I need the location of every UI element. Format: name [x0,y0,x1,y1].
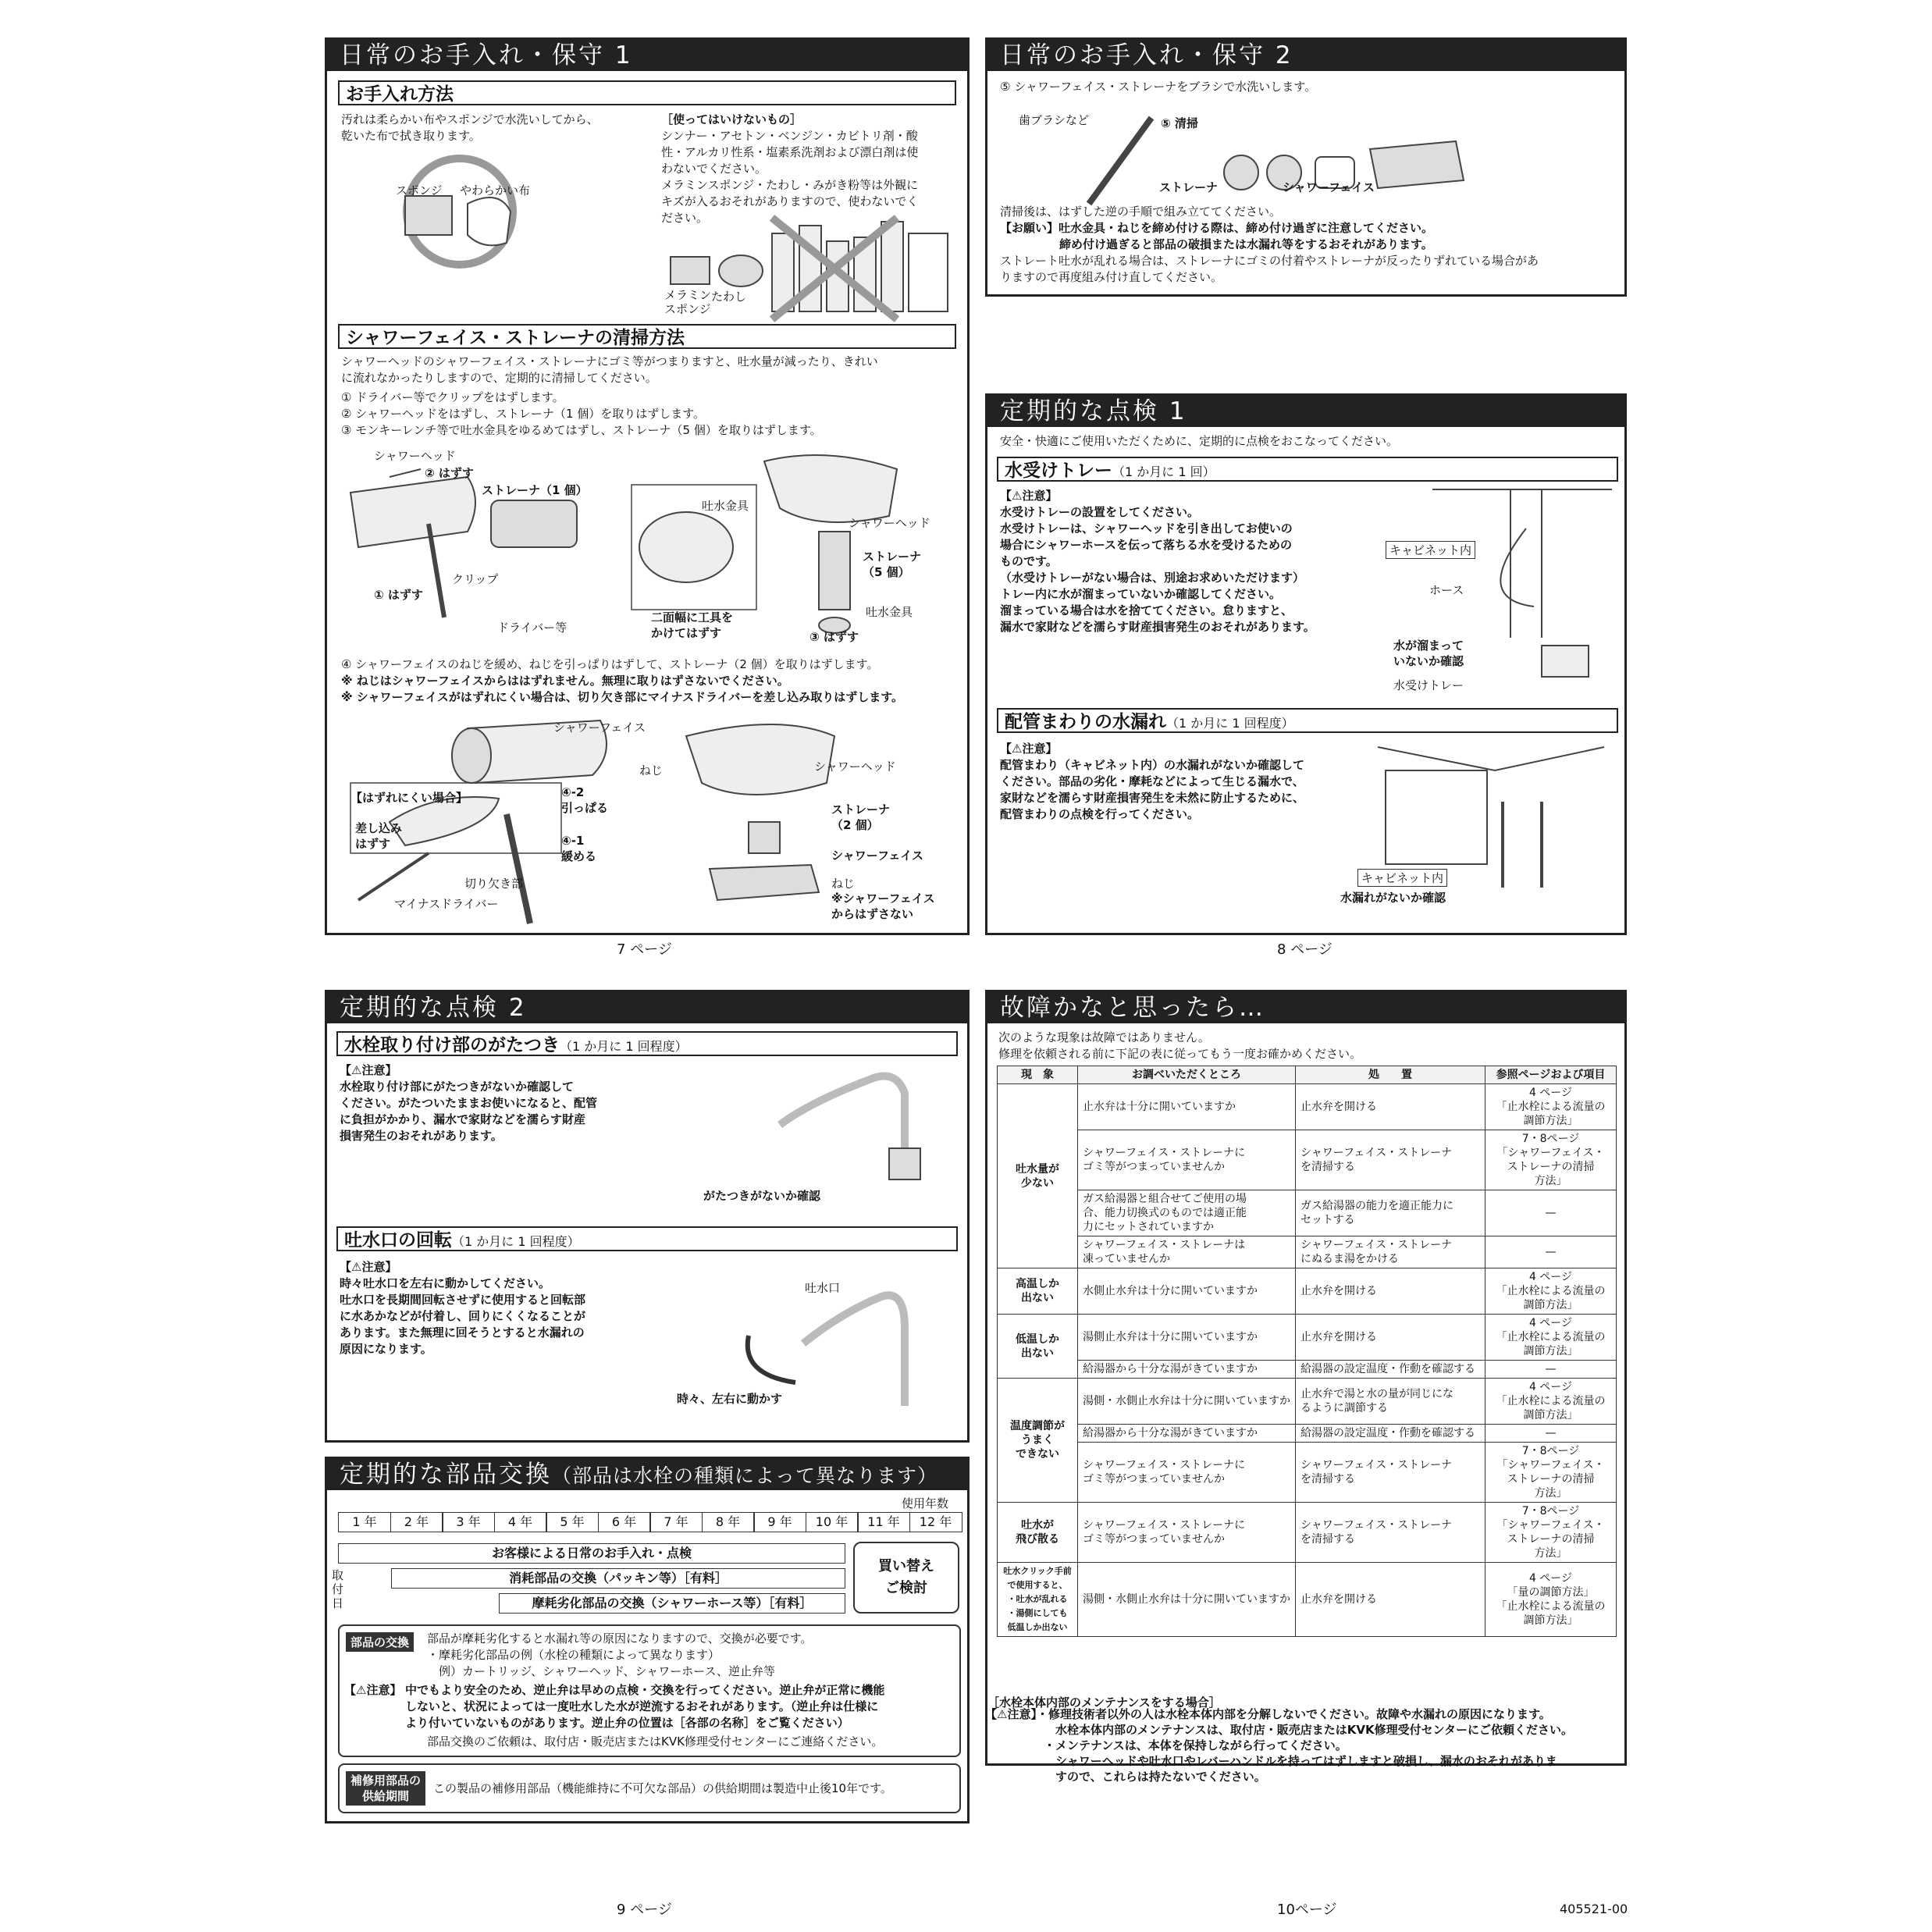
label-shower-face: シャワーフェイス [1283,180,1375,194]
cell-action: シャワーフェイス・ストレーナ を清掃する [1296,1443,1485,1503]
cell-check: シャワーフェイス・ストレーナに ゴミ等がつまっていませんか [1078,1130,1296,1190]
label-sponge: スポンジ [396,183,443,197]
cleaning-steps: ① ドライバー等でクリップをはずします。 ② シャワーヘッドをはずし、ストレーナ（1 個）を取りはずします。 ③ モンキーレンチ等で吐水金具をゆるめてはずし、ストレーナ（5 個）を取りはずします。 [341,390,822,437]
label-shower-head: シャワーヘッド [374,449,456,463]
caution-check-valve: 【⚠注意】 [344,1683,402,1697]
label-screw-2: ねじ [831,877,856,891]
bar-consumable-parts: 消耗部品の交換（パッキン等）［有料］ [391,1568,845,1589]
years-label: 使用年数 [902,1496,949,1510]
year-cell: 5 年 [546,1512,599,1532]
reassemble-text: 清掃後は、はずした逆の手順で組み立ててください。 [1000,205,1282,219]
table-row [998,1315,1617,1361]
label-notch: 切り欠き部 [464,877,524,891]
replace-consider-box: 買い替え ご検討 [853,1542,959,1614]
section-pipe-leak [997,708,1618,733]
cell-check: シャワーフェイス・ストレーナに ゴミ等がつまっていませんか [1078,1503,1296,1563]
panel-title-sub: （部品は水栓の種類によって異なります） [552,1464,938,1487]
label-step1-remove: ① はずす [374,588,423,602]
panel-parts-replacement [325,1457,970,1823]
straight-flow-note: ストレート吐水が乱れる場合は、ストレーナにゴミの付着やストレーナが反ったりずれている場合があ りますので再度組み付け直してください。 [1000,254,1539,284]
label-shower-face: シャワーフェイス [553,720,646,735]
step5-text: ⑤ シャワーフェイス・ストレーナをブラシで水洗いします。 [1000,80,1317,94]
cell-action: 給湯器の設定温度・作動を確認する [1296,1425,1485,1443]
pipe-text: 配管まわり（キャビネット内）の水漏れがないか確認して ください。部品の劣化・摩耗などによって生じる漏水で、 家財などを濡らす財産損害発生を未然に防止するために、 配管まわりの点検を行ってください。 [1000,758,1305,821]
cell-check: シャワーフェイス・ストレーナは 凍っていませんか [1078,1236,1296,1268]
label-step2-remove: ② はずす [425,466,474,480]
year-cell: 9 年 [753,1512,806,1532]
panel-title-main: 定期的な部品交換 [340,1461,552,1489]
cell-reference: 4 ページ 「止水栓による流量の 調節方法」 [1485,1084,1617,1130]
cell-check: 給湯器から十分な湯がきていますか [1078,1361,1296,1379]
cell-symptom: 吐水量が 少ない [998,1084,1078,1268]
label-hose: ホース [1429,583,1464,597]
section-water-tray-freq: （1 か月に 1 回） [1112,464,1215,479]
label-melamine: メラミン スポンジ [664,288,712,316]
label-cabinet-inside: キャビネット内 [1386,541,1475,559]
cell-action: シャワーフェイス・ストレーナ にぬるま湯をかける [1296,1236,1485,1268]
label-wobble-check: がたつきがないか確認 [703,1189,821,1203]
cell-check: 湯側・水側止水弁は十分に開いていますか [1078,1379,1296,1425]
panel-title: 日常のお手入れ・保守 2 [987,40,1624,71]
section-water-tray-title: 水受けトレー [1005,461,1112,481]
table-row [998,1361,1617,1379]
cell-symptom: 低温しか 出ない [998,1315,1078,1379]
cell-reference: 4 ページ 「止水栓による流量の 調節方法」 [1485,1315,1617,1361]
label-shower-head-2: シャワーヘッド [849,516,930,530]
section-spout-rotation [336,1226,958,1251]
section-mount-wobble-title: 水栓取り付け部のがたつき [344,1035,560,1055]
cell-action: ガス給湯器の能力を適正能力に セットする [1296,1190,1485,1236]
section-pipe-leak-title: 配管まわりの水漏れ [1005,712,1166,732]
prohibited-heading: ［使ってはいけないもの］ [661,112,802,126]
spout-rotation-illustration [733,1281,936,1406]
cell-reference: 4 ページ 「止水栓による流量の 調節方法」 [1485,1379,1617,1425]
cell-reference: 7・8ページ 「シャワーフェイス・ ストレーナの清掃 方法」 [1485,1503,1617,1563]
parts-replacement-box [338,1624,961,1757]
table-row [998,1236,1617,1268]
caution-pipe: 【⚠注意】 [1000,742,1058,756]
cell-check: ガス給湯器と組合せてご使用の場 合、能力切換式のものでは適正能 力にセットされていますか [1078,1190,1296,1236]
panel-title: 定期的な点検 1 [987,396,1624,427]
label-outlet-fitting: 吐水金具 [702,499,749,513]
check-valve-text: 中でもより安全のため、逆止弁は早めの点検・交換を行ってください。逆止弁が正常に機能 しないと、状況によっては一度吐水した水が逆流するおそれがあります。（逆止弁は仕様に より付いていないものがあります。逆止弁の位置は［各部の名称］をご覧ください） [405,1683,885,1730]
caution-spout: 【⚠注意】 [340,1260,397,1274]
col-reference: 参照ページおよび項目 [1485,1066,1617,1084]
year-cell: 3 年 [442,1512,495,1532]
year-cell: 12 年 [909,1512,962,1532]
request-text: 【お願い】吐水金具・ねじを締め付ける際は、締め付け過ぎに注意してください。 [1000,221,1434,235]
section-care-method: お手入れ方法 [338,80,956,105]
troubleshooting-intro: 次のような現象は故障ではありません。 修理を依頼される前に下記の表に従ってもう一度お確かめください。 [998,1030,1362,1061]
table-row [998,1425,1617,1443]
cell-action: 止水弁を開ける [1296,1084,1485,1130]
page-number-7: 7 ページ [617,941,672,958]
contact-text: 部品交換のご依頼は、取付店・販売店またはKVK修理受付センターにご連絡ください。 [427,1735,884,1749]
label-loosen: ④-1 緩める [561,834,597,863]
panel-daily-care-2 [985,37,1627,297]
cell-symptom: 高温しか 出ない [998,1268,1078,1315]
page-number-10: 10ページ [1277,1902,1337,1918]
cell-symptom: 吐水が 飛び散る [998,1503,1078,1563]
panel-periodic-check-1 [985,393,1627,935]
label-spout: 吐水口 [805,1281,841,1295]
section-spout-rotation-freq: （1 か月に 1 回程度） [452,1234,580,1249]
parts-replacement-text: 部品が摩耗劣化すると水漏れ等の原因になりますので、交換が必要です。 ・摩耗劣化部品の例（水栓の種類によって異なります） 例）カートリッジ、シャワーヘッド、シャワーホース、逆止弁等 [427,1631,813,1678]
tag-supply-period: 補修用部品の 供給期間 [346,1771,425,1806]
cell-check: 水側止水弁は十分に開いていますか [1078,1268,1296,1315]
label-water-tray: 水受けトレー [1393,678,1464,692]
cell-action: 給湯器の設定温度・作動を確認する [1296,1361,1485,1379]
label-insert-remove: 差し込み はずす [355,821,403,851]
year-cell: 1 年 [338,1512,391,1532]
cell-reference: 7・8ページ 「シャワーフェイス・ ストレーナの清掃 方法」 [1485,1130,1617,1190]
table-row [998,1379,1617,1425]
caution-mount: 【⚠注意】 [340,1063,397,1077]
section-mount-wobble-freq: （1 か月に 1 回程度） [560,1039,688,1054]
prohibited-text: シンナー・アセトン・ベンジン・カビトリ剤・酸 性・アルカリ性系・塩素系洗剤および漂白剤は使 わないでください。 メラミンスポンジ・たわし・みがき粉等は外観に キズが入るおそれがありますので、使わないでく ださい。 [661,129,919,225]
label-cabinet-inside-2: キャビネット内 [1357,869,1447,887]
year-cell: 8 年 [702,1512,755,1532]
cell-action: 止水弁で湯と水の量が同じにな るように調節する [1296,1379,1485,1425]
label-water-check: 水が溜まって いないか確認 [1393,639,1464,668]
cell-check: 止水弁は十分に開いていますか [1078,1084,1296,1130]
brush-cleaning-illustration [1066,102,1471,212]
cell-reference: — [1485,1236,1617,1268]
section-face-strainer-cleaning: シャワーフェイス・ストレーナの清掃方法 [338,324,956,349]
col-action: 処 置 [1296,1066,1485,1084]
cleaning-intro: シャワーヘッドのシャワーフェイス・ストレーナにゴミ等がつまりますと、吐水量が減ったり、きれい に流れなかったりしますので、定期的に清掃してください。 [341,354,878,385]
label-hard-case: 【はずれにくい場合】 [350,791,468,805]
cell-reference: 4 ページ 「量の調節方法」 「止水栓による流量の 調節方法」 [1485,1563,1617,1637]
panel-title [327,1459,967,1490]
care-method-text: 汚れは柔らかい布やスポンジで水洗いしてから、 乾いた布で拭き取ります。 [341,112,599,143]
panel-title: 定期的な点検 2 [327,992,967,1023]
sponge-cloth-illustration [382,157,538,282]
section-spout-rotation-title: 吐水口の回転 [344,1230,452,1251]
table-row [998,1190,1617,1236]
cell-check: シャワーフェイス・ストレーナに ゴミ等がつまっていませんか [1078,1443,1296,1503]
cell-check: 給湯器から十分な湯がきていますか [1078,1425,1296,1443]
table-row [998,1503,1617,1563]
cell-action: シャワーフェイス・ストレーナ を清掃する [1296,1130,1485,1190]
label-minus-driver: マイナスドライバー [394,897,499,911]
panel-troubleshooting [985,990,1627,1766]
label-strainer-2: ストレーナ （2 個） [831,802,891,832]
cell-action: 止水弁を開ける [1296,1315,1485,1361]
maintenance-text: 【⚠注意】・修理技術者以外の人は水栓本体内部を分解しないでください。故障や水漏れの原因になります。 水栓本体内部のメンテナンスは、取付店・販売店またはKVK修理受付センターにご依頼ください。 ・メンテナンスは、本体を保持しながら行ってください。 シャワーヘッドや吐水口やレバーハンドルを持ってはずしますと破損し、漏水のおそれがありま すので、これらは持たないでください。 [985,1707,1574,1784]
year-cell: 2 年 [390,1512,443,1532]
table-row [998,1084,1617,1130]
spout-text: 時々吐水口を左右に動かしてください。 吐水口を長期間回転させずに使用すると回転部 に水あかなどが付着し、回りにくくなることが あります。また無理に回そうとすると水漏れの 原因になります。 [340,1276,586,1356]
year-cell: 10 年 [806,1512,859,1532]
year-cell: 7 年 [649,1512,703,1532]
cell-check: 湯側・水側止水弁は十分に開いていますか [1078,1563,1296,1637]
cell-symptom: 吐水クリック手前 で使用すると、 ・吐水が乱れる ・湯側にしても 低温しか出ない [998,1563,1078,1637]
note-hard-removal: ※ シャワーフェイスがはずれにくい場合は、切り欠き部にマイナスドライバーを差し込み取りはずします。 [341,690,904,704]
section-mount-wobble [336,1031,958,1056]
col-symptom: 現 象 [998,1066,1078,1084]
label-pull: ④-2 引っぱる [561,785,609,815]
maintenance-heading: ［水栓本体内部のメンテナンスをする場合］ [987,1695,1221,1710]
label-install-date: 取 付 日 [332,1568,344,1610]
label-face-note: ※シャワーフェイス からはずさない [831,891,935,921]
label-soft-cloth: やわらかい布 [460,183,531,197]
cell-reference: — [1485,1361,1617,1379]
panel-title: 故障かなと思ったら… [987,992,1624,1023]
cell-reference: — [1485,1190,1617,1236]
label-strainer-5: ストレーナ （5 個） [863,550,922,579]
year-scale [338,1512,961,1532]
tag-parts-replacement: 部品の交換 [346,1632,414,1652]
panel-title: 日常のお手入れ・保守 1 [327,40,967,71]
section-pipe-leak-freq: （1 か月に 1 回程度） [1166,716,1294,731]
cell-check: 湯側止水弁は十分に開いていますか [1078,1315,1296,1361]
cell-reference: — [1485,1425,1617,1443]
label-tawashi: たわし [711,290,747,304]
label-clip: クリップ [452,572,499,586]
mount-text: 水栓取り付け部にがたつきがないか確認して ください。がたついたままお使いになると、配管 に負担がかかり、漏水で家財などを濡らす財産 損害発生のおそれがあります。 [340,1080,598,1143]
page-number-9: 9 ページ [617,1902,672,1918]
label-shower-face-2: シャワーフェイス [831,849,924,863]
label-screw: ねじ [639,763,664,777]
bar-daily-care: お客様による日常のお手入れ・点検 [338,1543,845,1564]
supply-period-box [338,1763,961,1813]
year-cell: 6 年 [598,1512,651,1532]
label-strainer-1: ストレーナ（1 個） [482,483,588,497]
label-tool-note: 二面幅に工具を かけてはずす [651,610,734,640]
panel-daily-care-1 [325,37,970,935]
label-step3-remove: ③ はずす [809,630,859,644]
year-cell: 11 年 [857,1512,910,1532]
cell-action: シャワーフェイス・ストレーナ を清掃する [1296,1503,1485,1563]
page-number-8: 8 ページ [1277,941,1332,958]
table-row [998,1443,1617,1503]
label-strainer: ストレーナ [1159,180,1219,194]
request-text-2: 締め付け過ぎると部品の破損または水漏れ等をするおそれがあります。 [1059,237,1433,251]
cell-action: 止水弁を開ける [1296,1563,1485,1637]
table-row [998,1130,1617,1190]
label-driver: ドライバー等 [497,621,568,635]
cell-reference: 4 ページ 「止水栓による流量の 調節方法」 [1485,1268,1617,1315]
cell-symptom: 温度調節が うまく できない [998,1379,1078,1503]
label-outlet-fitting-2: 吐水金具 [866,605,913,619]
troubleshooting-table [997,1066,1617,1637]
cell-action: 止水弁を開ける [1296,1268,1485,1315]
tray-text: 水受けトレーの設置をしてください。 水受けトレーは、シャワーヘッドを引き出してお使いの 場合にシャワーホースを伝って落ちる水を受けるための ものです。 （水受けトレーがない場合は、別途お求めいただけます） トレー内に水が溜まっていないか確認してください。 溜まっている場合は水を捨ててください。怠りますと、 漏水で家財などを濡らす財産損害発生のおそれがあります。 [1000,505,1315,634]
section-water-tray [997,457,1618,482]
col-check: お調べいただくところ [1078,1066,1296,1084]
table-row [998,1268,1617,1315]
cell-reference: 7・8ページ 「シャワーフェイス・ ストレーナの清掃 方法」 [1485,1443,1617,1503]
document-number: 405521-00 [1560,1902,1628,1916]
caution-tray: 【⚠注意】 [1000,489,1058,503]
table-row [998,1563,1617,1637]
note-screw: ※ ねじはシャワーフェイスからははずれません。無理に取りはずさないでください。 [341,674,789,688]
label-rotate: 時々、左右に動かす [677,1392,783,1406]
check-intro: 安全・快適にご使用いただくために、定期的に点検をおこなってください。 [1000,434,1399,448]
faucet-wobble-illustration [764,1055,936,1179]
step4-text: ④ シャワーフェイスのねじを緩め、ねじを引っぱりはずして、ストレーナ（2 個）を取りはずします。 [341,657,879,671]
label-leak-check: 水漏れがないか確認 [1340,891,1446,905]
supply-period-text: この製品の補修用部品（機能維持に不可欠な部品）の供給期間は製造中止後10年です。 [433,1781,892,1795]
year-cell: 4 年 [494,1512,547,1532]
panel-periodic-check-2 [325,990,970,1443]
label-toothbrush: 歯ブラシなど [1019,113,1090,127]
bar-wear-parts: 摩耗劣化部品の交換（シャワーホース等）［有料］ [499,1593,845,1614]
label-shower-head-3: シャワーヘッド [814,760,896,774]
label-clean: ⑤ 清掃 [1161,116,1198,130]
